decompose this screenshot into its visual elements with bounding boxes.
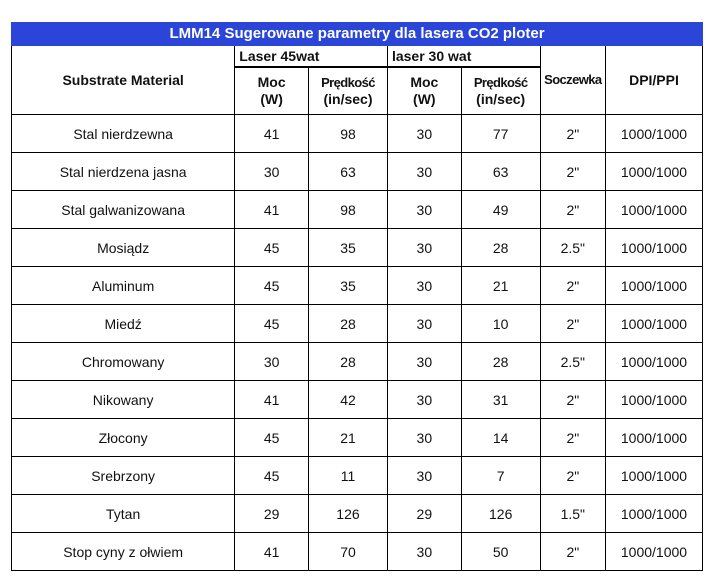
cell-lens: 2" [540,419,605,457]
cell-power-30: 29 [387,495,461,533]
table-row [12,419,703,457]
cell-speed-30: 126 [461,495,540,533]
cell-dpi: 1000/1000 [605,343,702,381]
cell-speed-45: 11 [308,457,387,495]
cell-power-45: 45 [235,229,309,267]
cell-power-30: 30 [387,533,461,571]
header-moc-unit: (W) [260,91,283,107]
cell-speed-45: 28 [308,305,387,343]
cell-dpi: 1000/1000 [605,305,702,343]
header-group-laser-30: laser 30 wat [387,46,540,68]
header-speed-unit: (in/sec) [476,91,526,107]
cell-speed-45: 98 [308,115,387,153]
header-group-laser-45: Laser 45wat [235,46,388,68]
header-substrate-material: Substrate Material [12,46,235,115]
header-speed-label: Prędkość [321,75,375,90]
cell-power-45: 45 [235,305,309,343]
header-moc-30 [387,67,461,115]
header-dpi: DPI/PPI [605,46,702,115]
table-row [12,229,703,267]
cell-speed-30: 7 [461,457,540,495]
cell-material: Stop cyny z ołwiem [12,533,235,571]
table-row [12,457,703,495]
table-row [12,191,703,229]
cell-power-30: 30 [387,191,461,229]
cell-material: Stal nierdzewna [12,115,235,153]
cell-power-30: 30 [387,115,461,153]
cell-power-45: 30 [235,343,309,381]
cell-lens: 2" [540,457,605,495]
table-row [12,305,703,343]
cell-material: Srebrzony [12,457,235,495]
cell-dpi: 1000/1000 [605,457,702,495]
cell-material: Złocony [12,419,235,457]
cell-speed-30: 28 [461,229,540,267]
cell-material: Miedź [12,305,235,343]
cell-power-45: 41 [235,115,309,153]
header-moc-unit: (W) [413,91,436,107]
table-row [12,533,703,571]
table-row [12,153,703,191]
cell-power-30: 30 [387,381,461,419]
cell-speed-30: 77 [461,115,540,153]
cell-speed-30: 49 [461,191,540,229]
cell-speed-45: 35 [308,267,387,305]
cell-power-45: 41 [235,191,309,229]
cell-material: Mosiądz [12,229,235,267]
cell-dpi: 1000/1000 [605,153,702,191]
cell-dpi: 1000/1000 [605,115,702,153]
cell-speed-45: 21 [308,419,387,457]
cell-material: Stal nierdzena jasna [12,153,235,191]
table-row [12,115,703,153]
header-speed-label: Prędkość [473,75,528,90]
table-row [12,495,703,533]
parameter-sheet [11,22,703,568]
cell-dpi: 1000/1000 [605,419,702,457]
cell-material: Stal galwanizowana [12,191,235,229]
cell-power-45: 41 [235,381,309,419]
cell-speed-30: 63 [461,153,540,191]
cell-power-45: 29 [235,495,309,533]
cell-power-30: 30 [387,229,461,267]
cell-material: Aluminum [12,267,235,305]
cell-speed-30: 14 [461,419,540,457]
cell-dpi: 1000/1000 [605,191,702,229]
cell-material: Nikowany [12,381,235,419]
header-speed-unit: (in/sec) [323,91,373,107]
cell-power-45: 45 [235,457,309,495]
cell-lens: 2.5" [540,229,605,267]
cell-power-45: 45 [235,419,309,457]
cell-lens: 2" [540,115,605,153]
cell-material: Tytan [12,495,235,533]
header-lens: Soczewka [540,46,605,115]
cell-dpi: 1000/1000 [605,495,702,533]
cell-power-30: 30 [387,153,461,191]
cell-power-30: 30 [387,305,461,343]
cell-speed-30: 21 [461,267,540,305]
cell-power-45: 45 [235,267,309,305]
cell-power-30: 30 [387,419,461,457]
table-row [12,343,703,381]
cell-speed-45: 126 [308,495,387,533]
cell-speed-45: 28 [308,343,387,381]
cell-lens: 2.5" [540,343,605,381]
cell-speed-30: 50 [461,533,540,571]
cell-lens: 2" [540,533,605,571]
cell-lens: 1.5" [540,495,605,533]
cell-power-30: 30 [387,267,461,305]
cell-dpi: 1000/1000 [605,533,702,571]
cell-speed-30: 31 [461,381,540,419]
table-row [12,267,703,305]
cell-speed-45: 98 [308,191,387,229]
cell-lens: 2" [540,191,605,229]
table-row [12,381,703,419]
cell-power-45: 41 [235,533,309,571]
group-header-row [12,46,703,68]
cell-lens: 2" [540,267,605,305]
cell-speed-45: 35 [308,229,387,267]
cell-speed-45: 42 [308,381,387,419]
header-speed-45 [308,67,387,115]
cell-speed-30: 10 [461,305,540,343]
cell-speed-30: 28 [461,343,540,381]
header-moc-label: Moc [257,74,286,90]
cell-power-45: 30 [235,153,309,191]
laser-parameter-table [11,22,703,571]
cell-dpi: 1000/1000 [605,381,702,419]
cell-lens: 2" [540,153,605,191]
cell-power-30: 30 [387,457,461,495]
cell-power-30: 30 [387,343,461,381]
header-moc-45 [235,67,309,115]
header-moc-label: Moc [410,74,439,90]
table-title: LMM14 Sugerowane parametry dla lasera CO2 ploter [12,23,703,46]
cell-speed-45: 63 [308,153,387,191]
table-body [12,115,703,571]
cell-dpi: 1000/1000 [605,267,702,305]
header-speed-30 [461,67,540,115]
title-row [12,23,703,46]
cell-speed-45: 70 [308,533,387,571]
cell-dpi: 1000/1000 [605,229,702,267]
cell-material: Chromowany [12,343,235,381]
cell-lens: 2" [540,381,605,419]
cell-lens: 2" [540,305,605,343]
